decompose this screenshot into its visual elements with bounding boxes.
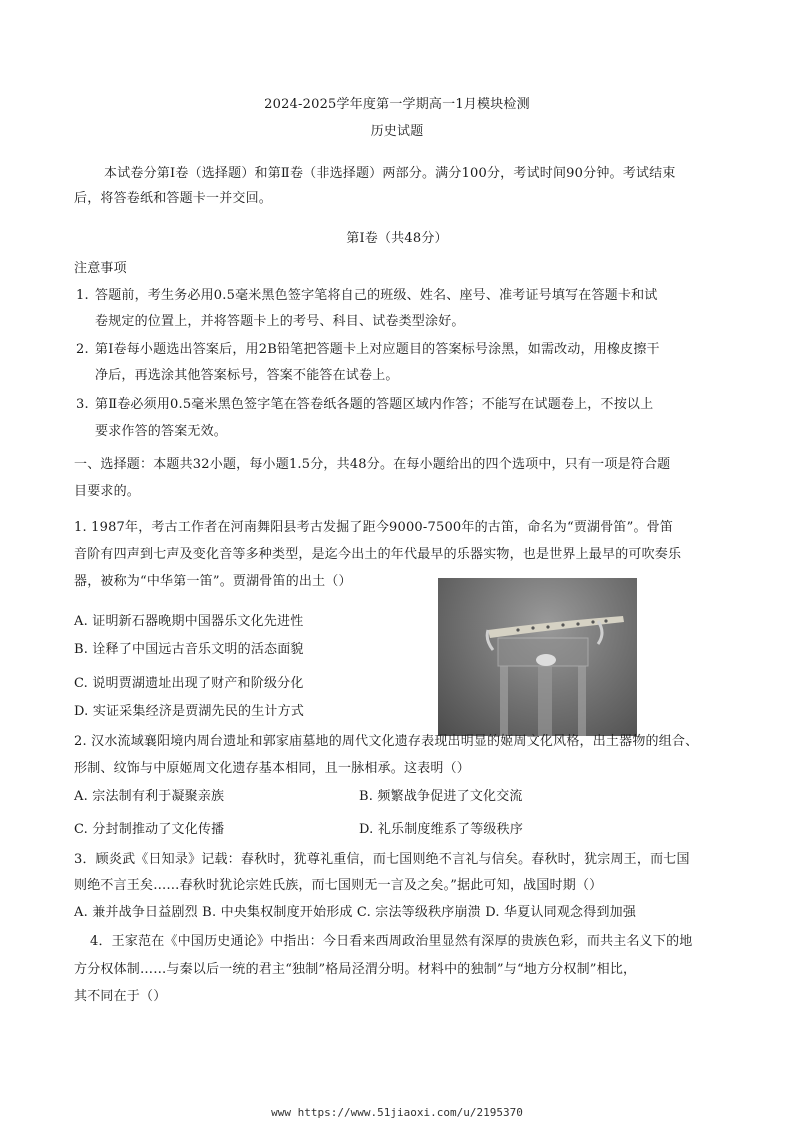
answer-option: A. 宗法制有利于凝聚亲族 [74, 789, 225, 804]
note-number: 1. [76, 288, 89, 303]
note-number: 2. [76, 342, 89, 357]
question-stem: 形制、纹饰与中原姬周文化遗存基本相同，且一脉相承。这表明（） [74, 761, 471, 776]
answer-option: B. 诠释了中国远古音乐文明的活态面貌 [74, 642, 304, 657]
footer-url[interactable]: www https://www.51jiaoxi.com/u/2195370 [271, 1106, 523, 1119]
question-stem: 4．王家范在《中国历史通论》中指出：今日看来西周政治里显然有深厚的贵族色彩，而共主名义下的地 [90, 934, 693, 949]
question-stem: 1. 1987年，考古工作者在河南舞阳县考古发掘了距今9000-7500年的古笛，命名为“贾湖骨笛”。骨笛 [74, 520, 674, 535]
intro-line-2: 后，将答卷纸和答题卡一并交回。 [74, 191, 273, 206]
section-instruction: 一、选择题：本题共32小题，每小题1.5分，共48分。在每小题给出的四个选项中，只有一项是符合题 [74, 457, 671, 472]
question-stem: 其不同在于（） [74, 989, 167, 1004]
question-stem: 音阶有四声到七声及变化音等多种类型，是迄今出土的年代最早的乐器实物，也是世界上最早的可吹奏乐 [74, 547, 682, 562]
answer-option: A. 证明新石器晚期中国器乐文化先进性 [74, 614, 304, 629]
answer-options-line: A. 兼并战争日益剧烈 B. 中央集权制度开始形成 C. 宗法等级秩序崩溃 D. 华夏认同观念得到加强 [74, 905, 637, 920]
answer-option: D. 实证采集经济是贾湖先民的生计方式 [74, 704, 305, 719]
answer-option: B. 频繁战争促进了文化交流 [359, 789, 523, 804]
note-text: 第Ⅰ卷每小题选出答案后，用2B铅笔把答题卡上对应题目的答案标号涂黑，如需改动，用橡皮擦干 [95, 342, 660, 357]
question-stem: 器，被称为“中华第一笛”。贾湖骨笛的出土（） [74, 574, 352, 589]
note-text: 要求作答的答案无效。 [95, 424, 228, 439]
note-number: 3. [76, 397, 89, 412]
bone-flute-photo [438, 578, 637, 736]
answer-option: C. 分封制推动了文化传播 [74, 822, 225, 837]
question-stem: 2. 汉水流域襄阳境内周台遗址和郭家庙墓地的周代文化遗存表现出明显的姬周文化风格，出土器物的组合、 [74, 734, 699, 749]
note-text: 卷规定的位置上，并将答题卡上的考号、科目、试卷类型涂好。 [95, 314, 465, 329]
exam-subtitle: 历史试题 [370, 124, 424, 139]
question-stem: 3．顾炎武《日知录》记载：春秋时，犹尊礼重信，而七国则绝不言礼与信矣。春秋时，犹宗周王，而七国 [74, 852, 690, 867]
question-stem: 方分权体制……与秦以后一统的君主“独制”格局泾渭分明。材料中的独制”与“地方分权制”相比， [74, 962, 637, 977]
bone-flute-illustration [438, 578, 637, 736]
note-text: 答题前，考生务必用0.5毫米黑色签字笔将自己的班级、姓名、座号、准考证号填写在答题卡和试 [95, 288, 658, 303]
note-text: 净后，再选涂其他答案标号，答案不能答在试卷上。 [95, 368, 399, 383]
section-title: 第Ⅰ卷（共48分） [346, 231, 448, 246]
section-instruction: 目要求的。 [74, 484, 141, 499]
notes-title: 注意事项 [74, 261, 127, 276]
exam-title: 2024-2025学年度第一学期高一1月模块检测 [264, 97, 530, 112]
question-stem: 则绝不言王矣……春秋时犹论宗姓氏族，而七国则无一言及之矣。”据此可知，战国时期（） [74, 878, 603, 893]
intro-line-1: 本试卷分第Ⅰ卷（选择题）和第Ⅱ卷（非选择题）两部分。满分100分，考试时间90分钟。考试结束 [104, 166, 676, 181]
note-text: 第Ⅱ卷必须用0.5毫米黑色签字笔在答卷纸各题的答题区域内作答；不能写在试题卷上，不按以上 [95, 397, 654, 412]
answer-option: D. 礼乐制度维系了等级秩序 [359, 822, 524, 837]
answer-option: C. 说明贾湖遗址出现了财产和阶级分化 [74, 676, 304, 691]
